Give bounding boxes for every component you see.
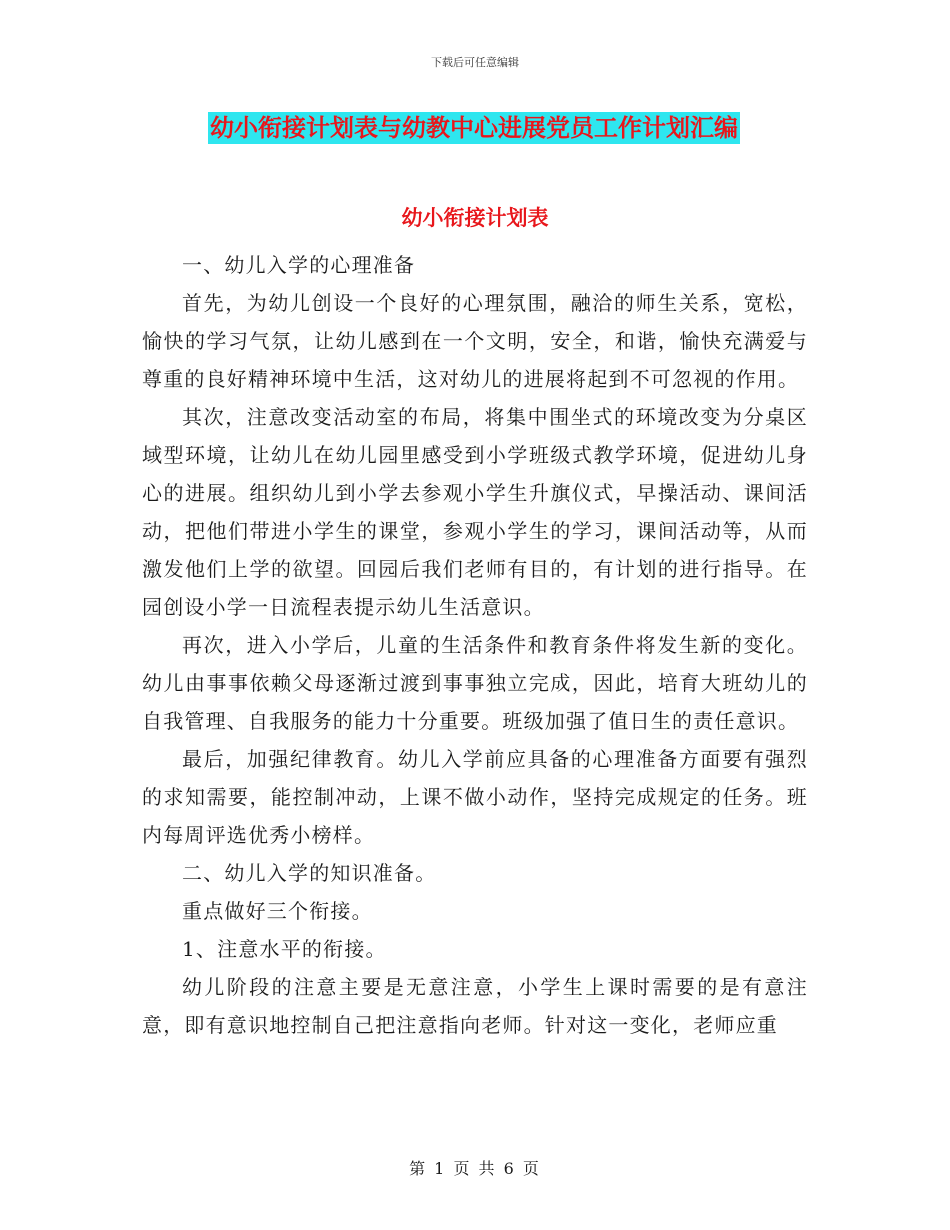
paragraph: 其次，注意改变活动室的布局，将集中围坐式的环境改变为分桌区域型环境，让幼儿在幼儿园里感受到小学班级式教学环境，促进幼儿身心的进展。组织幼儿到小学去参观小学生升旗仪式，早操活动、课间活动，把他们带进小学生的课堂，参观小学生的学习，课间活动等，从而激发他们上学的欲望。回园后我们老师有目的，有计划的进行指导。在园创设小学一日流程表提示幼儿生活意识。: [142, 405, 808, 619]
paragraph-heading-1: 一、幼儿入学的心理准备: [182, 253, 416, 277]
paragraph: 最后，加强纪律教育。幼儿入学前应具备的心理准备方面要有强烈的求知需要，能控制冲动，上课不做小动作，坚持完成规定的任务。班内每周评选优秀小榜样。: [142, 747, 808, 847]
paragraph-subheading: 1、注意水平的衔接。: [182, 937, 387, 961]
document-title: 幼小衔接计划表与幼教中心进展党员工作计划汇编: [210, 114, 738, 142]
paragraph: 首先，为幼儿创设一个良好的心理氛围，融洽的师生关系，宽松，愉快的学习气氛，让幼儿感到在一个文明，安全，和谐，愉快充满爱与尊重的良好精神环境中生活，这对幼儿的进展将起到不可忽视的作用。: [142, 291, 808, 391]
paragraph: 再次，进入小学后，儿童的生活条件和教育条件将发生新的变化。幼儿由事事依赖父母逐渐过渡到事事独立完成，因此，培育大班幼儿的自我管理、自我服务的能力十分重要。班级加强了值日生的责任意识。: [142, 633, 808, 733]
paragraph-heading-2: 二、幼儿入学的知识准备。: [182, 861, 437, 885]
section-title: 幼小衔接计划表: [401, 206, 549, 230]
paragraph: 重点做好三个衔接。: [182, 899, 373, 923]
page-footer: 第 1 页 共 6 页: [409, 1159, 541, 1178]
header-note: 下载后可任意编辑: [431, 56, 519, 69]
paragraph: 幼儿阶段的注意主要是无意注意，小学生上课时需要的是有意注意，即有意识地控制自己把注意指向老师。针对这一变化，老师应重: [142, 975, 808, 1037]
document-body: [142, 246, 808, 1044]
